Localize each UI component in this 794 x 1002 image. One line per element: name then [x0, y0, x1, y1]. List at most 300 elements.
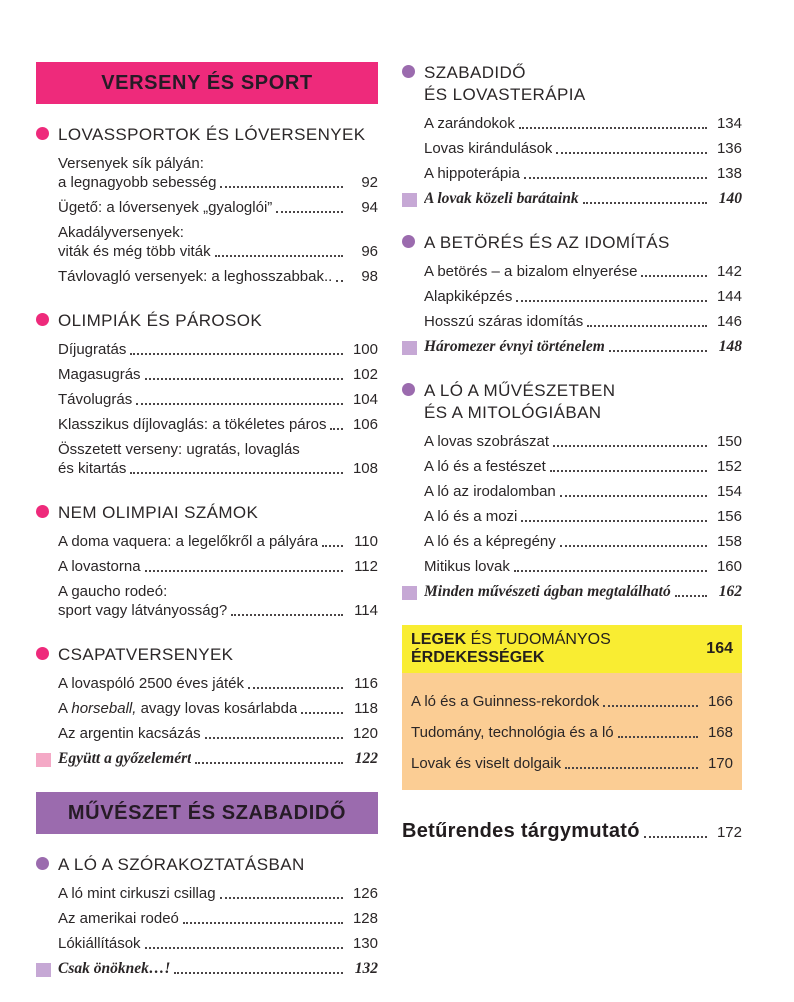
page-number: 116	[354, 675, 378, 692]
toc-entry-content	[58, 365, 378, 384]
italic-word: horseball,	[71, 700, 137, 717]
toc-entry-content	[424, 114, 742, 133]
toc-entry-content	[58, 582, 378, 620]
section-heading	[402, 380, 742, 424]
page-number: 122	[354, 750, 378, 767]
dot-leader	[183, 922, 343, 924]
text-part: A	[58, 700, 72, 717]
dot-leader	[215, 255, 343, 257]
square-icon	[402, 193, 417, 207]
page-number: 128	[352, 910, 378, 927]
index-title: Betűrendes tárgymutató	[402, 820, 640, 842]
toc-entry-content	[58, 198, 378, 217]
page-number: 136	[716, 140, 742, 157]
section-heading	[36, 644, 378, 666]
bullet-icon	[36, 127, 49, 140]
toc-entry	[411, 686, 733, 717]
entry-gutter	[402, 432, 424, 451]
dot-leader	[276, 211, 343, 213]
section-title-line: A LÓ A SZÓRAKOZTATÁSBAN	[58, 855, 305, 874]
dot-leader	[514, 570, 707, 572]
toc-entry-line	[424, 262, 742, 281]
toc-entry-content	[424, 164, 742, 183]
entry-gutter	[36, 365, 58, 384]
toc-page	[36, 62, 758, 1002]
entry-gutter	[36, 674, 58, 693]
toc-entry-line	[58, 557, 378, 576]
toc-entry-label: Minden művészeti ágban megtalálható	[424, 583, 671, 600]
dot-leader	[174, 972, 343, 974]
toc-entry-label: Mitikus lovak	[424, 558, 510, 575]
square-icon	[36, 963, 51, 977]
toc-section	[402, 232, 742, 359]
dot-leader	[330, 428, 343, 430]
square-icon	[36, 753, 51, 767]
dot-leader	[524, 177, 707, 179]
page-number: 94	[361, 199, 378, 216]
toc-entry	[411, 748, 733, 779]
toc-entry-line	[424, 337, 742, 356]
entry-gutter	[402, 482, 424, 501]
page-number: 162	[718, 583, 742, 600]
toc-entry-content	[58, 934, 378, 953]
toc-entry-line	[58, 749, 378, 768]
toc-entry-label: és kitartás	[58, 460, 127, 477]
entry-gutter	[36, 557, 58, 576]
toc-entry-line	[58, 415, 378, 434]
page-number: 172	[716, 824, 742, 841]
toc-entry-label: A hippoterápia	[424, 165, 520, 182]
section-title-line: SZABADIDŐ	[424, 63, 526, 82]
toc-entry-label: Ügető: a lóversenyek „gyaloglói”	[58, 199, 273, 216]
toc-entry	[36, 881, 378, 906]
toc-entry-label: Lovak és viselt dolgaik	[411, 755, 562, 772]
toc-entry-label: Magasugrás	[58, 366, 141, 383]
toc-entry-label: A lovaspóló 2500 éves játék	[58, 675, 244, 692]
toc-entry-line	[424, 139, 742, 158]
bullet-icon	[402, 235, 415, 248]
toc-section	[402, 62, 742, 211]
section-heading	[36, 854, 378, 876]
toc-entry-label: Együtt a győzelemért	[58, 750, 192, 767]
toc-entry-line	[58, 934, 378, 953]
section-heading	[402, 232, 742, 254]
entry-gutter	[36, 934, 58, 953]
toc-entry-label: A lovak közeli barátaink	[424, 190, 579, 207]
toc-entry-content	[58, 440, 378, 478]
left-column	[36, 62, 378, 1002]
page-number: 164	[706, 640, 733, 657]
entry-gutter	[402, 532, 424, 551]
toc-entry-line	[424, 582, 742, 601]
dot-leader	[130, 472, 343, 474]
banner-label: VERSENY ÉS SPORT	[101, 71, 313, 94]
toc-entry-content	[424, 139, 742, 158]
page-number: 100	[352, 341, 378, 358]
toc-entry-label: A ló és a képregény	[424, 533, 556, 550]
section-title	[424, 380, 615, 424]
toc-entry-label: Lókiállítások	[58, 935, 141, 952]
toc-entry-label: Klasszikus díjlovaglás: a tökéletes páros	[58, 416, 327, 433]
toc-section	[402, 380, 742, 604]
text-part: avagy lovas kosárlabda	[136, 700, 298, 717]
toc-entry-line	[58, 959, 378, 978]
section-title	[58, 310, 262, 332]
toc-entry-content	[424, 287, 742, 306]
section-title	[424, 62, 586, 106]
toc-entry-content	[411, 692, 733, 711]
entry-gutter	[36, 390, 58, 409]
dot-leader	[675, 595, 707, 597]
toc-entry-line	[58, 532, 378, 551]
toc-entry	[36, 412, 378, 437]
toc-entry-content	[58, 674, 378, 693]
page-number: 98	[361, 268, 378, 285]
entry-gutter	[402, 507, 424, 526]
toc-entry-label: Távlovagló versenyek: a leghosszabbak..	[58, 268, 333, 285]
section-title-line: A LÓ A MŰVÉSZETBEN	[424, 381, 616, 400]
section-title-line: OLIMPIÁK ÉS PÁROSOK	[58, 311, 263, 330]
section-banner	[36, 792, 378, 834]
toc-entry	[36, 721, 378, 746]
section-title-line: CSAPATVERSENYEK	[58, 645, 234, 664]
toc-section	[36, 502, 378, 623]
toc-entry-line	[424, 557, 742, 576]
toc-entry-line	[411, 754, 733, 773]
toc-entry-label: A ló és a mozi	[424, 508, 518, 525]
page-number: 92	[361, 174, 378, 191]
toc-entry-label: A ló és a festészet	[424, 458, 546, 475]
toc-entry-content	[424, 582, 742, 601]
page-number: 160	[716, 558, 742, 575]
toc-entry	[402, 429, 742, 454]
page-number: 144	[716, 288, 742, 305]
toc-entry-line	[424, 432, 742, 451]
toc-entry-line	[424, 532, 742, 551]
toc-entry-content	[424, 482, 742, 501]
toc-entry	[402, 554, 742, 579]
toc-entry-label: A lovastorna	[58, 558, 141, 575]
toc-entry-label: A betörés – a bizalom elnyerése	[424, 263, 638, 280]
toc-entry-label: Távolugrás	[58, 391, 133, 408]
page-number: 108	[352, 460, 378, 477]
toc-entry	[402, 284, 742, 309]
toc-entry-line	[58, 340, 378, 359]
toc-entry-line1: Összetett verseny: ugratás, lovaglás	[58, 441, 300, 458]
toc-entry-label: A lovas szobrászat	[424, 433, 550, 450]
toc-entry	[36, 956, 378, 981]
toc-entry-line	[58, 909, 378, 928]
entry-gutter	[36, 909, 58, 928]
entry-gutter	[36, 267, 58, 286]
dot-leader	[220, 186, 343, 188]
page-number: 168	[707, 724, 733, 741]
heading-gutter	[36, 310, 58, 332]
entry-gutter	[402, 287, 424, 306]
page-number: 140	[718, 190, 742, 207]
toc-entry-label: A doma vaquera: a legelőkről a pályára	[58, 533, 319, 550]
entry-gutter	[402, 312, 424, 331]
entry-gutter	[36, 884, 58, 903]
heading-gutter	[36, 644, 58, 666]
dot-leader	[145, 378, 343, 380]
bullet-icon	[36, 313, 49, 326]
highlight-box-body	[402, 673, 742, 790]
entry-gutter	[36, 699, 58, 718]
page-number: 146	[716, 313, 742, 330]
toc-entry-line	[424, 482, 742, 501]
toc-entry-label	[58, 699, 297, 718]
dot-leader	[519, 127, 707, 129]
toc-entry-label: Lovas kirándulások	[424, 140, 553, 157]
highlight-title-part: ÉS TUDOMÁNYOS	[466, 631, 611, 648]
dot-leader	[583, 202, 707, 204]
section-title	[58, 124, 365, 146]
entry-marker	[36, 749, 58, 768]
dot-leader	[556, 152, 707, 154]
heading-gutter	[36, 502, 58, 524]
highlight-title-part: LEGEK	[411, 631, 467, 648]
dot-leader	[248, 687, 343, 689]
page-number: 102	[352, 366, 378, 383]
page-number: 150	[716, 433, 742, 450]
toc-entry-content	[424, 312, 742, 331]
page-number: 138	[716, 165, 742, 182]
entry-gutter	[36, 582, 58, 620]
toc-entry-label: A zarándokok	[424, 115, 515, 132]
toc-entry-content	[58, 749, 378, 768]
section-title	[58, 644, 233, 666]
toc-entry	[402, 186, 742, 211]
entry-marker	[402, 582, 424, 601]
bullet-icon	[402, 383, 415, 396]
entry-marker	[402, 189, 424, 208]
toc-entry-line	[58, 390, 378, 409]
dot-leader	[336, 280, 343, 282]
toc-entry-line1: Versenyek sík pályán:	[58, 155, 204, 172]
dot-leader	[145, 947, 343, 949]
heading-gutter	[402, 62, 424, 106]
dot-leader	[560, 545, 707, 547]
dot-leader	[644, 836, 707, 838]
toc-entry	[36, 264, 378, 289]
section-title-line: A BETÖRÉS ÉS AZ IDOMÍTÁS	[424, 233, 670, 252]
entry-gutter	[402, 262, 424, 281]
toc-entry-line	[424, 287, 742, 306]
page-number: 132	[354, 960, 378, 977]
page-number: 118	[354, 700, 378, 717]
toc-entry-line	[58, 173, 378, 192]
toc-entry	[36, 696, 378, 721]
dot-leader	[130, 353, 343, 355]
toc-entry-content	[411, 723, 733, 742]
toc-entry-content	[58, 532, 378, 551]
toc-entry-line	[424, 507, 742, 526]
square-icon	[402, 341, 417, 355]
section-title-line: NEM OLIMPIAI SZÁMOK	[58, 503, 259, 522]
dot-leader	[516, 300, 707, 302]
dot-leader	[136, 403, 343, 405]
dot-leader	[641, 275, 707, 277]
page-number: 166	[707, 693, 733, 710]
page-number: 142	[716, 263, 742, 280]
toc-entry-content	[58, 223, 378, 261]
toc-entry-content	[58, 724, 378, 743]
toc-entry-content	[424, 532, 742, 551]
toc-entry	[36, 579, 378, 623]
toc-entry-content	[58, 699, 378, 718]
dot-leader	[322, 545, 343, 547]
toc-entry-label: a legnagyobb sebesség	[58, 174, 217, 191]
toc-entry-content	[424, 507, 742, 526]
toc-entry	[402, 309, 742, 334]
toc-entry-content	[58, 390, 378, 409]
toc-entry-line	[58, 884, 378, 903]
toc-entry	[402, 161, 742, 186]
toc-entry	[36, 931, 378, 956]
entry-gutter	[36, 340, 58, 359]
section-title-line: ÉS A MITOLÓGIÁBAN	[424, 403, 602, 422]
toc-section	[36, 854, 378, 981]
entry-gutter	[402, 457, 424, 476]
dot-leader	[560, 495, 707, 497]
page-number: 154	[716, 483, 742, 500]
toc-entry-content	[58, 340, 378, 359]
entry-gutter	[36, 223, 58, 261]
dot-leader	[553, 445, 707, 447]
highlight-box-header	[402, 625, 742, 673]
toc-entry-label: Az argentin kacsázás	[58, 725, 201, 742]
page-number: 126	[352, 885, 378, 902]
entry-gutter	[36, 440, 58, 478]
toc-entry	[36, 337, 378, 362]
page-number: 112	[354, 558, 378, 575]
toc-entry-line1: Akadályversenyek:	[58, 224, 184, 241]
toc-entry-label: A ló az irodalomban	[424, 483, 556, 500]
dot-leader	[220, 897, 343, 899]
entry-gutter	[36, 532, 58, 551]
index-entry	[402, 820, 742, 843]
toc-entry-line	[424, 457, 742, 476]
dot-leader	[587, 325, 707, 327]
toc-entry	[402, 111, 742, 136]
bullet-icon	[36, 505, 49, 518]
toc-entry	[402, 334, 742, 359]
right-column	[402, 62, 742, 1002]
toc-entry-label: A ló mint cirkuszi csillag	[58, 885, 216, 902]
toc-entry-content	[58, 415, 378, 434]
toc-entry-content	[58, 884, 378, 903]
toc-section	[36, 310, 378, 481]
toc-entry	[36, 906, 378, 931]
page-number: 148	[718, 338, 742, 355]
toc-entry-label: Tudomány, technológia és a ló	[411, 724, 614, 741]
toc-section	[36, 644, 378, 771]
page-number: 120	[352, 725, 378, 742]
toc-entry-content	[424, 189, 742, 208]
dot-leader	[301, 712, 343, 714]
toc-entry-line	[58, 267, 378, 286]
toc-entry	[36, 554, 378, 579]
toc-entry-line	[58, 198, 378, 217]
dot-leader	[231, 614, 343, 616]
toc-entry-line	[58, 601, 378, 620]
section-heading	[36, 502, 378, 524]
toc-entry-content	[424, 337, 742, 356]
toc-entry-label: Hosszú száras idomítás	[424, 313, 584, 330]
entry-gutter	[402, 164, 424, 183]
section-heading	[36, 124, 378, 146]
toc-entry-line	[58, 674, 378, 693]
toc-entry-line	[424, 312, 742, 331]
toc-entry-content	[58, 959, 378, 978]
toc-entry	[402, 479, 742, 504]
toc-entry-label: Díjugratás	[58, 341, 127, 358]
dot-leader	[609, 350, 707, 352]
toc-entry-line	[411, 723, 733, 742]
toc-entry	[402, 504, 742, 529]
section-title-line: ÉS LOVASTERÁPIA	[424, 85, 586, 104]
bullet-icon	[36, 857, 49, 870]
toc-entry	[402, 529, 742, 554]
dot-leader	[565, 767, 698, 769]
toc-entry-line	[58, 365, 378, 384]
toc-entry-line1: A gaucho rodeó:	[58, 583, 168, 600]
section-title	[58, 502, 258, 524]
toc-entry-label: sport vagy látványosság?	[58, 602, 228, 619]
page-number: 158	[716, 533, 742, 550]
entry-marker	[402, 337, 424, 356]
toc-entry-content	[424, 457, 742, 476]
toc-entry-line	[424, 164, 742, 183]
dot-leader	[521, 520, 707, 522]
entry-gutter	[36, 198, 58, 217]
entry-gutter	[36, 724, 58, 743]
section-banner	[36, 62, 378, 104]
toc-entry-label: A ló és a Guinness-rekordok	[411, 693, 600, 710]
heading-gutter	[402, 232, 424, 254]
highlight-box	[402, 625, 742, 790]
toc-entry	[36, 362, 378, 387]
toc-entry	[36, 746, 378, 771]
toc-entry-content	[424, 557, 742, 576]
toc-section	[36, 124, 378, 289]
toc-entry-content	[58, 154, 378, 192]
toc-entry	[411, 717, 733, 748]
toc-entry-content	[58, 557, 378, 576]
banner-label: MŰVÉSZET ÉS SZABADIDŐ	[67, 801, 347, 824]
page-number: 106	[352, 416, 378, 433]
toc-entry	[402, 579, 742, 604]
toc-entry	[402, 136, 742, 161]
dot-leader	[205, 737, 343, 739]
toc-entry	[36, 195, 378, 220]
page-number: 130	[352, 935, 378, 952]
toc-entry-label: Csak önöknek…!	[58, 960, 171, 977]
page-number: 110	[354, 533, 378, 550]
entry-marker	[36, 959, 58, 978]
entry-gutter	[402, 114, 424, 133]
toc-entry-label: viták és még több viták	[58, 243, 211, 260]
square-icon	[402, 586, 417, 600]
section-heading	[36, 310, 378, 332]
toc-entry-content	[58, 909, 378, 928]
toc-entry	[36, 387, 378, 412]
page-number: 152	[716, 458, 742, 475]
page-number: 134	[716, 115, 742, 132]
toc-entry-line	[424, 189, 742, 208]
toc-entry-line	[58, 724, 378, 743]
